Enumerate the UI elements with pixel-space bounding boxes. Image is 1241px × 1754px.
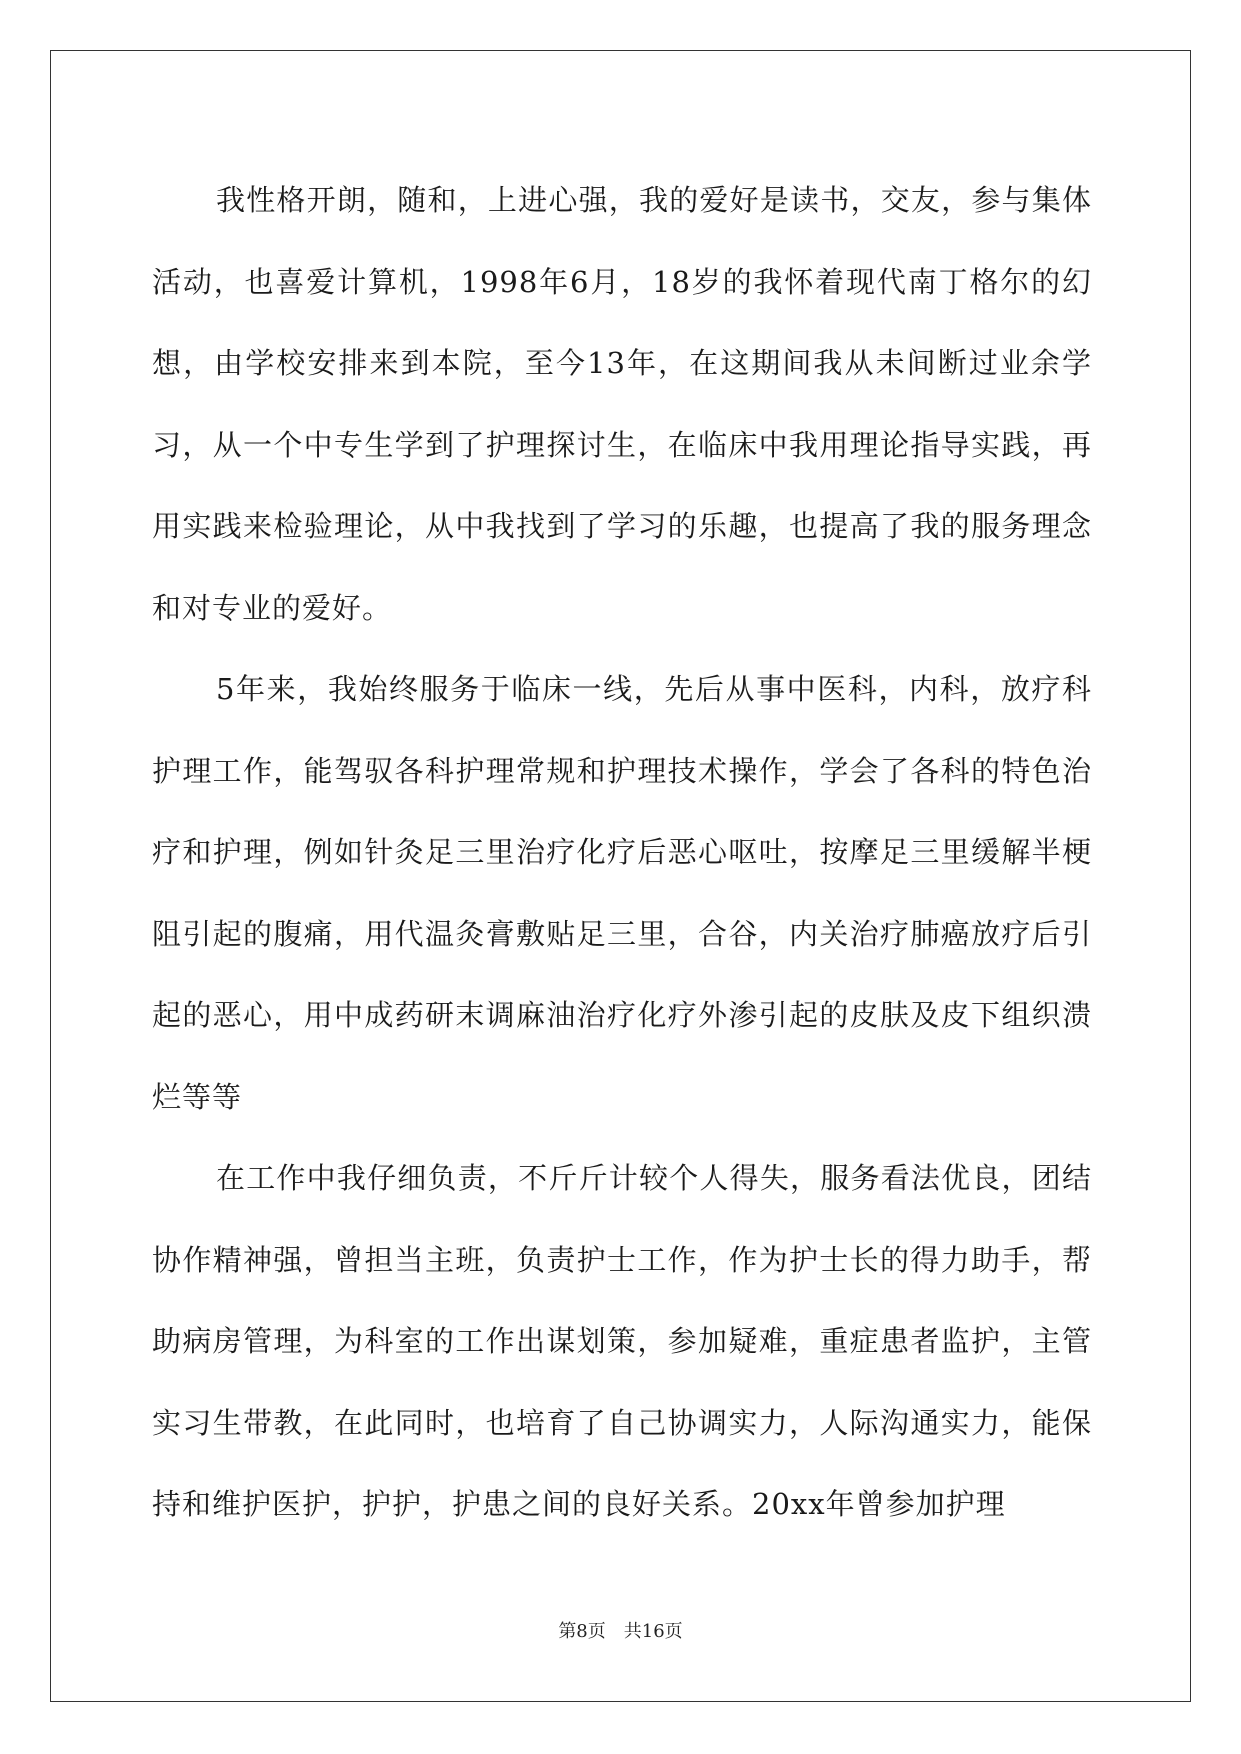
- paragraph: 我性格开朗，随和，上进心强，我的爱好是读书，交友，参与集体活动，也喜爱计算机，1998年6月，18岁的我怀着现代南丁格尔的幻想，由学校安排来到本院，至今13年，在这期间我从未间断过业余学习，从一个中专生学到了护理探讨生，在临床中我用理论指导实践，再用实践来检验理论，从中我找到了学习的乐趣，也提高了我的服务理念和对专业的爱好。: [152, 183, 1092, 625]
- document-body: [152, 160, 1092, 1546]
- paragraph: 5年来，我始终服务于临床一线，先后从事中医科，内科，放疗科护理工作，能驾驭各科护理常规和护理技术操作，学会了各科的特色治疗和护理，例如针灸足三里治疗化疗后恶心呕吐，按摩足三里缓解半梗阻引起的腹痛，用代温灸膏敷贴足三里，合谷，内关治疗肺癌放疗后引起的恶心，用中成药研末调麻油治疗化疗外渗引起的皮肤及皮下组织溃烂等等: [152, 672, 1092, 1114]
- paragraph: 在工作中我仔细负责，不斤斤计较个人得失，服务看法优良，团结协作精神强，曾担当主班，负责护士工作，作为护士长的得力助手，帮助病房管理，为科室的工作出谋划策，参加疑难，重症患者监护，主管实习生带教，在此同时，也培育了自己协调实力，人际沟通实力，能保持和维护医护，护护，护患之间的良好关系。20xx年曾参加护理: [152, 1161, 1092, 1521]
- page-number: 第8页 共16页: [558, 1621, 683, 1642]
